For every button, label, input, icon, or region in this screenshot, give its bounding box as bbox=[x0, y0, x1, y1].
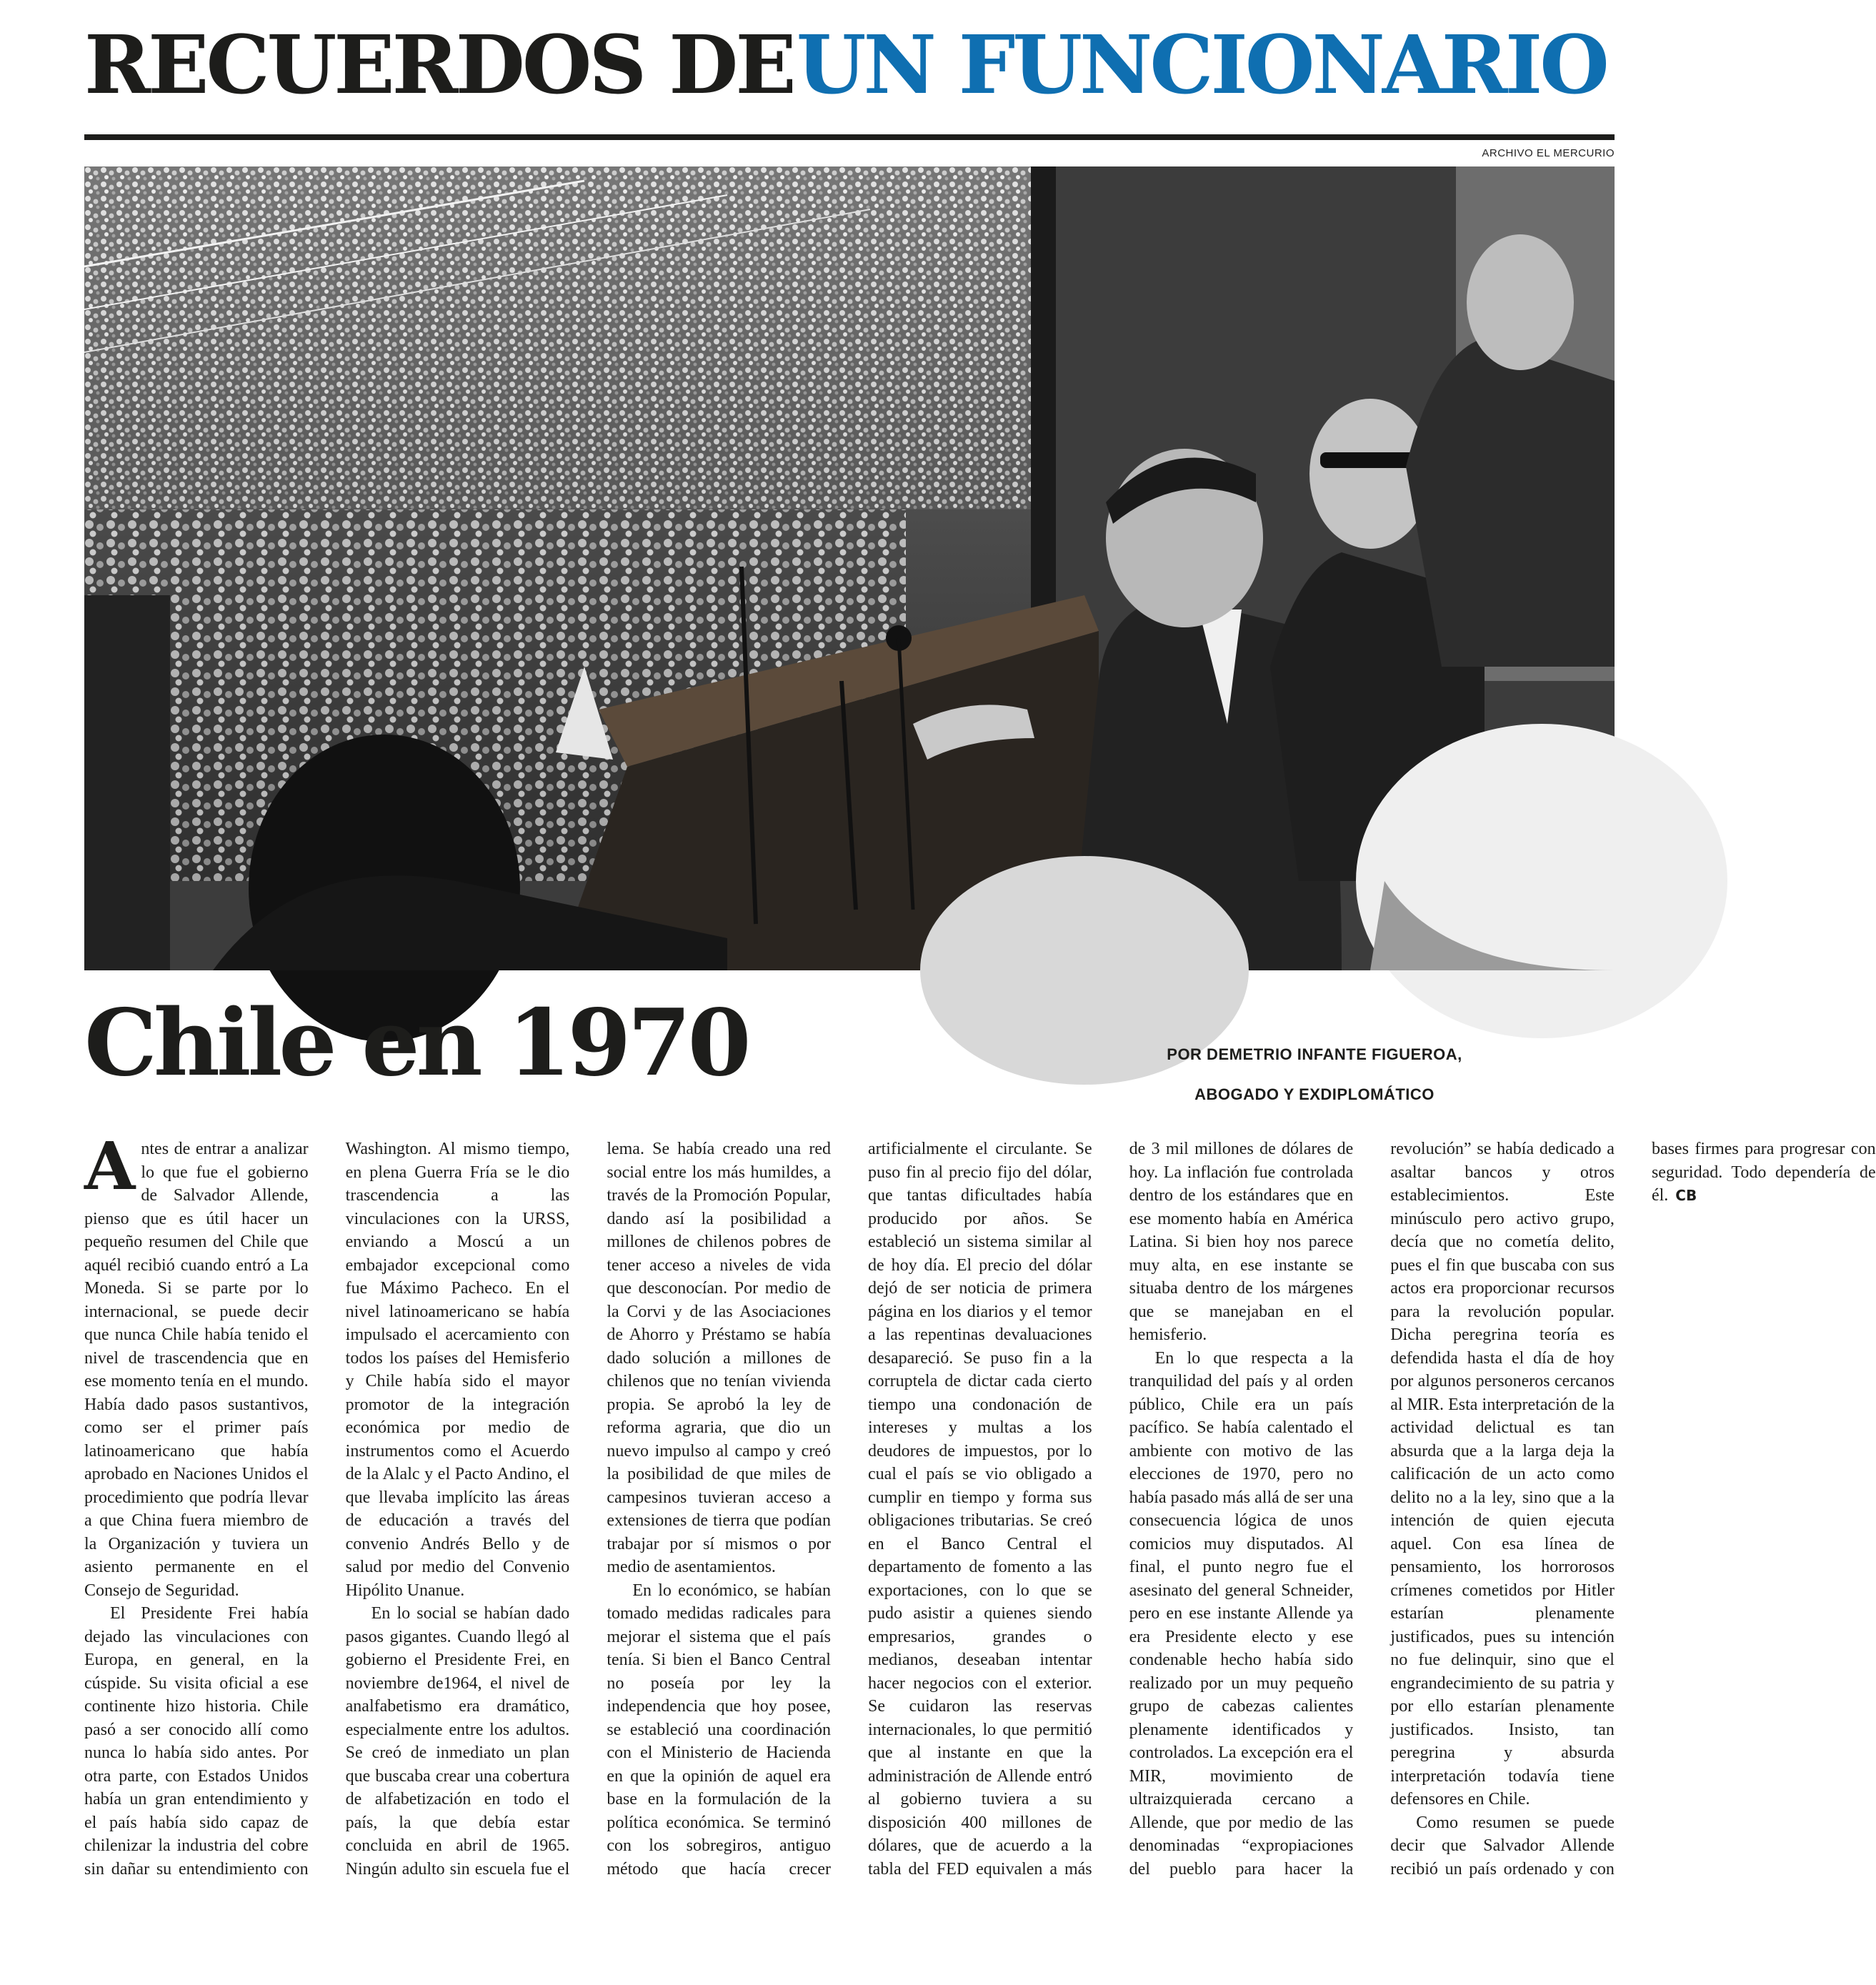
paragraph-1 bbox=[84, 1128, 309, 1602]
drop-cap: A bbox=[84, 1128, 136, 1205]
paragraph-4: En lo económico, se habían tomado medidas radicales para mejorar el sistema que el país tenía. Si bien el Banco Central no poseía por ley la independencia que hoy posee, se estableció una coordinación con el Ministerio de Hacienda en que la opinión de aquel era base en la formulación de la política económica. Se terminó con los sobregiros, antiguo método que hacía crecer artificialmente el circulante. Se puso fin al precio fijo del dólar, que tantas dificultades había producido por años. Se estableció un sistema similar al de hoy día. El precio del dólar dejó de ser noticia de primera página en los diarios y el temor a las repentinas devaluaciones desapareció. Se puso fin a la corruptela de dictar cada cierto tiempo una condonación de intereses y multas a los deudores de impuestos, por lo cual el país se vio obligado a cumplir en tiempo y forma sus obligaciones tributarias. Se creó en el Banco Central el departamento de fomento a las exportaciones, con lo que se pudo asistir a quienes siendo empresarios, grandes o medianos, deseaban intentar hacer negocios con el exterior. Se cuidaron las reservas internacionales, lo que permitió que al instante en que la administración de Allende entró al gobierno tuviera a su disposición 400 millones de dólares, que de acuerdo a la tabla del FED equivalen a más de 3 mil millones de dólares de hoy. La inflación fue controlada dentro de los estándares que en ese momento había en América Latina. Si bien hoy nos parece muy alta, en ese instante se situaba dentro de los márgenes que se manejaban en el hemisferio. bbox=[607, 1140, 1354, 1879]
paragraph-5: En lo que respecta a la tranquilidad del país y al orden público, Chile era un país pacífico. Se había calentado el ambiente con motivo de las elecciones de 1970, pero no había pasado más allá de ser una consecuencia lógica de unos comicios muy disputados. Al final, el punto negro fue el asesinato del general Schneider, pero en ese instante Allende ya era Presidente electo y ese condenable hecho había sido realizado por un muy pequeño grupo de cabezas calientes plenamente identificados y controlados. La excepción era el MIR, movimiento de ultraizquierada cercano a Allende, que por medio de las denominadas “expropiaciones del pueblo para hacer la revolución” se había dedicado a asaltar bancos y otros establecimientos. Este minúsculo pero activo grupo, decía que no cometía delito, pues el fin que buscaba con sus actos era proporcionar recursos para la revolución popular. Dicha peregrina teoría es defendida hasta el día de hoy por algunos personeros cercanos al MIR. Esta interpretación de la actividad delictual es tan absurda que a la larga deja la calificación de un acto como delito no a la ley, sino que a la intención de quien ejecuta aquel. Con esa línea de pensamiento, los horrorosos crímenes cometidos por Hitler estarían plenamente justificados, pues su intención no fue delinquir, sino que el engrandecimiento de su patria y por ello estarían plenamente justificados. Insisto, tan peregrina y absurda interpretación todavía tiene defensores en Chile. bbox=[1129, 1140, 1615, 1879]
section-header-part1: RECUERDOS DE bbox=[84, 19, 794, 112]
balcony-speech-photo bbox=[84, 166, 1615, 970]
header-rule bbox=[84, 134, 1615, 140]
byline-role: ABOGADO Y EXDIPLOMÁTICO bbox=[1194, 1085, 1435, 1103]
article-title: Chile en 1970 bbox=[84, 990, 748, 1097]
paragraph-6-text: Como resumen se puede decir que Salvador Allende recibió un país ordenado y con bases firmes para progresar con seguridad. Todo dependería de él. bbox=[1390, 1140, 1876, 1879]
officer-cap bbox=[1356, 724, 1727, 1038]
section-header-part2: UN FUNCIONARIO bbox=[796, 19, 1607, 112]
author-signoff: CB bbox=[1675, 1187, 1697, 1204]
photo-illustration bbox=[84, 166, 1615, 970]
paragraph-3: En lo social se habían dado pasos gigantes. Cuando llegó al gobierno el Presidente Frei, en noviembre de1964, el nivel de analfabetismo era dramático, especialmente entre los adultos. Se creó de inmediato un plan que buscaba crear una cobertura de alfabetización en todo el país, la que debía estar concluida en abril de 1965. Ningún adulto sin escuela fue el lema. Se había creado una red social entre los más humildes, a través de la Promoción Popular, dando así la posibilidad a millones de chilenos pobres de tener acceso a niveles de vida que desconocían. Por medio de la Corvi y de las Asociaciones de Ahorro y Préstamo se había dado solución a millones de chilenos que no tenían vivienda propia. Se aprobó la ley de reforma agraria, que dio un nuevo impulso al campo y creó la posibilidad de que miles de campesinos tuvieran acceso a extensiones de tierra que podían trabajar por sí mismos o por medio de asentamientos. bbox=[345, 1140, 831, 1879]
paragraph-2: El Presidente Frei había dejado las vinculaciones con Europa, en general, en la cúspide. Su visita oficial a ese continente hizo historia. Chile pasó a ser conocido allí como nunca lo había sido antes. Por otra parte, con Estados Unidos había un gran entendimiento y el país había sido capaz de chilenizar la industria del cobre sin dañar su entendimiento con Washington. Al mismo tiempo, en plena Guerra Fría se le dio trascendencia a las vinculaciones con la URSS, enviando a Moscú a un embajador excepcional como fue Máximo Pacheco. En el nivel latinoamericano se había impulsado el acercamiento con todos los países del Hemisferio y Chile había sido el mayor promotor de la integración económica por medio de instrumentos como el Acuerdo de la Alalc y el Pacto Andino, el que llevaba implícito las áreas de educación a través del convenio Andrés Bello y de salud por medio del Convenio Hipólito Unanue. bbox=[84, 1140, 570, 1879]
section-header bbox=[84, 16, 1613, 116]
byline-author: POR DEMETRIO INFANTE FIGUEROA, bbox=[1167, 1045, 1462, 1063]
photo-credit: ARCHIVO EL MERCURIO bbox=[1482, 147, 1615, 159]
article-body bbox=[84, 1128, 1876, 1881]
balcony-post bbox=[1031, 166, 1056, 652]
byline bbox=[1114, 1035, 1515, 1115]
paragraph-1-text: ntes de entrar a analizar lo que fue el gobierno de Salvador Allende, pienso que es útil hacer un pequeño resumen del Chile que aquél recibió cuando entró a La Moneda. Si se parte por lo internacional, se puede decir que nunca Chile había tenido el nivel de trascendencia que en ese momento tenía en el mundo. Había dado pasos sustantivos, como ser el primer país latinoamericano que había aprobado en Naciones Unidos el procedimiento que podría llevar a que China fuera miembro de la Organización y tuviera un asiento permanente en el Consejo de Seguridad. bbox=[84, 1140, 309, 1600]
